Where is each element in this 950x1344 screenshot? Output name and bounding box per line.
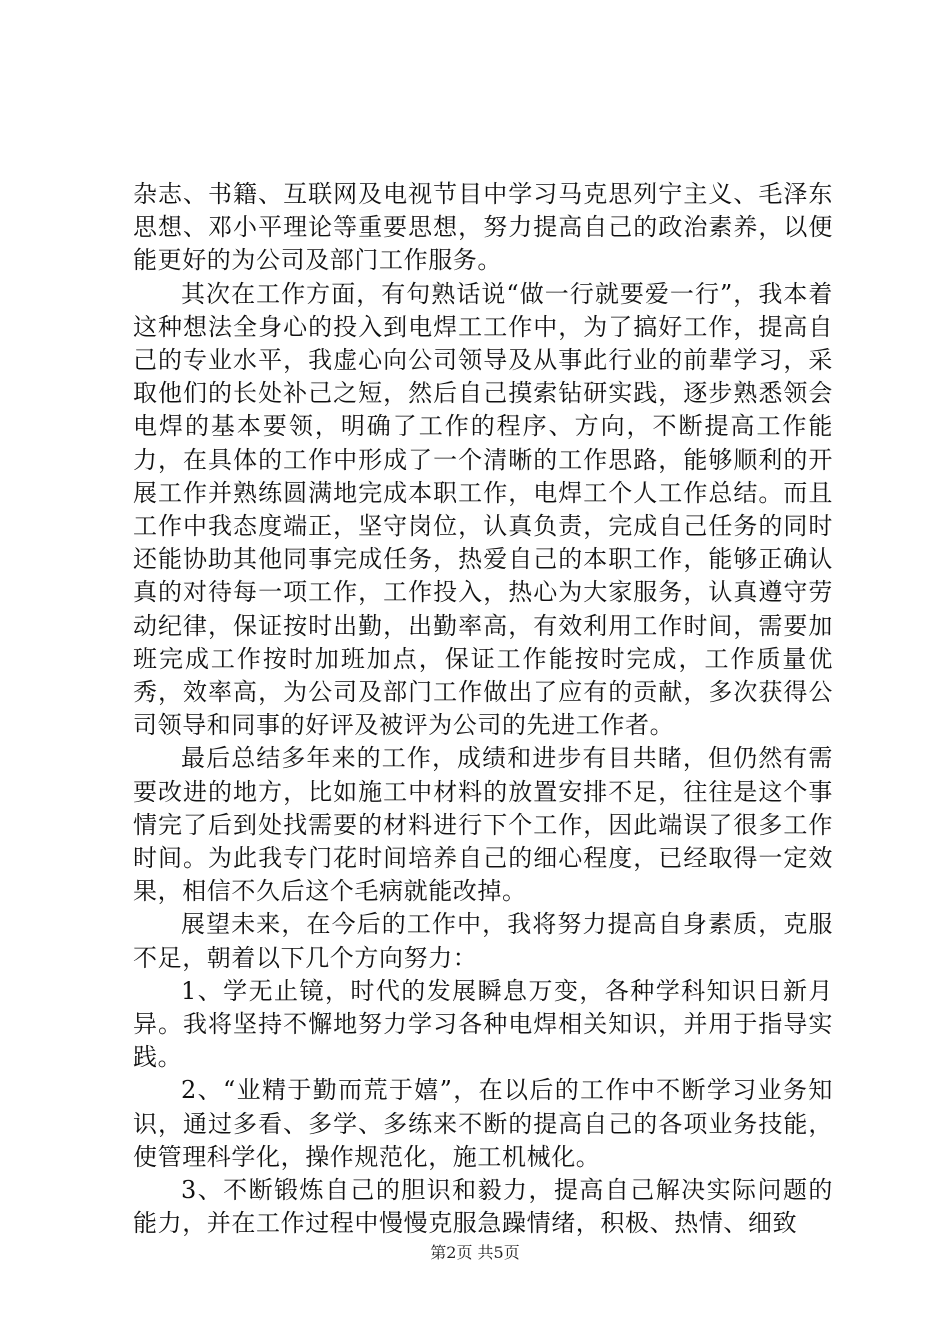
paragraph-work-aspect: 其次在工作方面，有句熟话说“做一行就要爱一行”，我本着这种想法全身心的投入到电焊工工作中，为了搞好工作，提高自己的专业水平，我虚心向公司领导及从事此行业的前辈学习，采取他们的长处补己之短，然后自己摸索钻研实践，逐步熟悉领会电焊的基本要领，明确了工作的程序、方向，不断提高工作能力，在具体的工作中形成了一个清晰的工作思路，能够顺利的开展工作并熟练圆满地完成本职工作，电焊工个人工作总结。而且工作中我态度端正，坚守岗位，认真负责，完成自己任务的同时还能协助其他同事完成任务，热爱自己的本职工作，能够正确认真的对待每一项工作，工作投入，热心为大家服务，认真遵守劳动纪律，保证按时出勤，出勤率高，有效利用工作时间，需要加班完成工作按时加班加点，保证工作能按时完成，工作质量优秀，效率高，为公司及部门工作做出了应有的贡献，多次获得公司领导和同事的好评及被评为公司的先进工作者。	[133, 279, 833, 740]
page-number-footer: 第2页 共5页	[430, 1243, 520, 1262]
document-body	[133, 178, 833, 1241]
paragraph-outlook: 展望未来，在今后的工作中，我将努力提高自身素质，克服不足，朝着以下几个方向努力：	[133, 910, 833, 972]
paragraph-item-3: 3、不断锻炼自己的胆识和毅力，提高自己解决实际问题的能力，并在工作过程中慢慢克服急躁情绪，积极、热情、细致	[133, 1176, 833, 1238]
paragraph-item-1: 1、学无止镜，时代的发展瞬息万变，各种学科知识日新月异。我将坚持不懈地努力学习各种电焊相关知识，并用于指导实践。	[133, 976, 833, 1072]
paragraph-item-2: 2、“业精于勤而荒于嬉”，在以后的工作中不断学习业务知识，通过多看、多学、多练来不断的提高自己的各项业务技能，使管理科学化，操作规范化，施工机械化。	[133, 1076, 833, 1171]
paragraph-continued: 杂志、书籍、互联网及电视节目中学习马克思列宁主义、毛泽东思想、邓小平理论等重要思想，努力提高自己的政治素养，以便能更好的为公司及部门工作服务。	[133, 180, 833, 275]
paragraph-summary: 最后总结多年来的工作，成绩和进步有目共睹，但仍然有需要改进的地方，比如施工中材料的放置安排不足，往往是这个事情完了后到处找需要的材料进行下个工作，因此端误了很多工作时间。为此我专门花时间培养自己的细心程度，已经取得一定效果，相信不久后这个毛病就能改掉。	[133, 744, 833, 906]
